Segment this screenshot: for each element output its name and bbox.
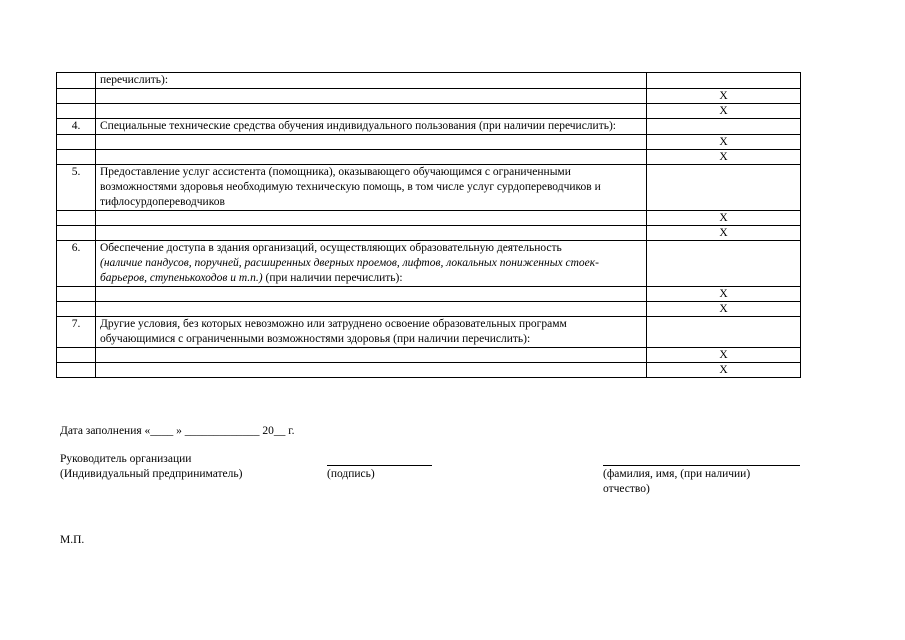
fill-date-label: Дата заполнения «____ » _____________ 20__ г. xyxy=(60,425,295,437)
head-of-organization-label: Руководитель организации xyxy=(60,453,192,465)
row-description xyxy=(96,348,647,363)
row-description: Специальные технические средства обучения индивидуального пользования (при наличии перечислить): xyxy=(96,119,647,135)
row-number: 7. xyxy=(57,317,96,348)
row-number: 4. xyxy=(57,119,96,135)
row-number xyxy=(57,73,96,89)
row-number: 6. xyxy=(57,241,96,287)
row-mark xyxy=(647,317,801,348)
row-number xyxy=(57,348,96,363)
row-mark: X xyxy=(647,302,801,317)
table-row xyxy=(57,241,801,287)
entrepreneur-label: (Индивидуальный предприниматель) xyxy=(60,468,243,480)
row-number xyxy=(57,211,96,226)
row-description xyxy=(96,302,647,317)
table-row xyxy=(57,73,801,89)
row-number xyxy=(57,287,96,302)
table-row xyxy=(57,211,801,226)
row-mark: X xyxy=(647,226,801,241)
table-row xyxy=(57,150,801,165)
row-description xyxy=(96,287,647,302)
table-row xyxy=(57,119,801,135)
table-row xyxy=(57,287,801,302)
table-row xyxy=(57,165,801,211)
stamp-label: М.П. xyxy=(60,534,85,546)
row-mark: X xyxy=(647,135,801,150)
row-mark: X xyxy=(647,89,801,104)
row-mark: X xyxy=(647,211,801,226)
signature-line xyxy=(327,465,432,466)
row-description: Другие условия, без которых невозможно или затруднено освоение образовательных программ обучающимися с ограниченными возможностями здоровья (при наличии перечислить): xyxy=(96,317,647,348)
row-description xyxy=(96,150,647,165)
row-mark: X xyxy=(647,287,801,302)
table-row xyxy=(57,302,801,317)
description-text: Обеспечение доступа в здания организаций, осуществляющих образовательную деятельность xyxy=(100,242,562,254)
row-number xyxy=(57,363,96,378)
signature-caption: (подпись) xyxy=(327,468,375,480)
fio-caption-line1: (фамилия, имя, (при наличии) xyxy=(603,468,751,480)
row-mark: X xyxy=(647,363,801,378)
row-description: перечислить): xyxy=(96,73,647,89)
table-row xyxy=(57,317,801,348)
table-row xyxy=(57,226,801,241)
conditions-table-body xyxy=(57,73,801,378)
conditions-table xyxy=(56,72,801,378)
table-row xyxy=(57,135,801,150)
row-number xyxy=(57,226,96,241)
row-mark: X xyxy=(647,150,801,165)
description-end-text: (при наличии перечислить): xyxy=(262,272,403,284)
fio-line xyxy=(603,465,800,466)
row-mark xyxy=(647,73,801,89)
row-description: Предоставление услуг ассистента (помощника), оказывающего обучающимся с ограниченными возможностями здоровья необходимую техническую помощь, в том числе услуг сурдопереводчиков и тифлосурдопереводчиков xyxy=(96,165,647,211)
row-description xyxy=(96,241,647,287)
row-number xyxy=(57,104,96,119)
row-description xyxy=(96,135,647,150)
row-number xyxy=(57,150,96,165)
row-number xyxy=(57,302,96,317)
row-description xyxy=(96,211,647,226)
table-row xyxy=(57,104,801,119)
row-description xyxy=(96,104,647,119)
row-mark: X xyxy=(647,104,801,119)
table-row xyxy=(57,363,801,378)
row-number: 5. xyxy=(57,165,96,211)
row-mark xyxy=(647,241,801,287)
row-mark xyxy=(647,119,801,135)
table-row xyxy=(57,348,801,363)
row-description xyxy=(96,363,647,378)
row-number xyxy=(57,89,96,104)
row-description xyxy=(96,226,647,241)
table-row xyxy=(57,89,801,104)
row-description xyxy=(96,89,647,104)
fio-caption-line2: отчество) xyxy=(603,483,650,495)
description-italic-text: (наличие пандусов, поручней, расширенных дверных проемов, лифтов, локальных пониженных стоек-барьеров, ступенькоходов и т.п.) xyxy=(100,257,599,284)
row-number xyxy=(57,135,96,150)
row-mark xyxy=(647,165,801,211)
row-mark: X xyxy=(647,348,801,363)
